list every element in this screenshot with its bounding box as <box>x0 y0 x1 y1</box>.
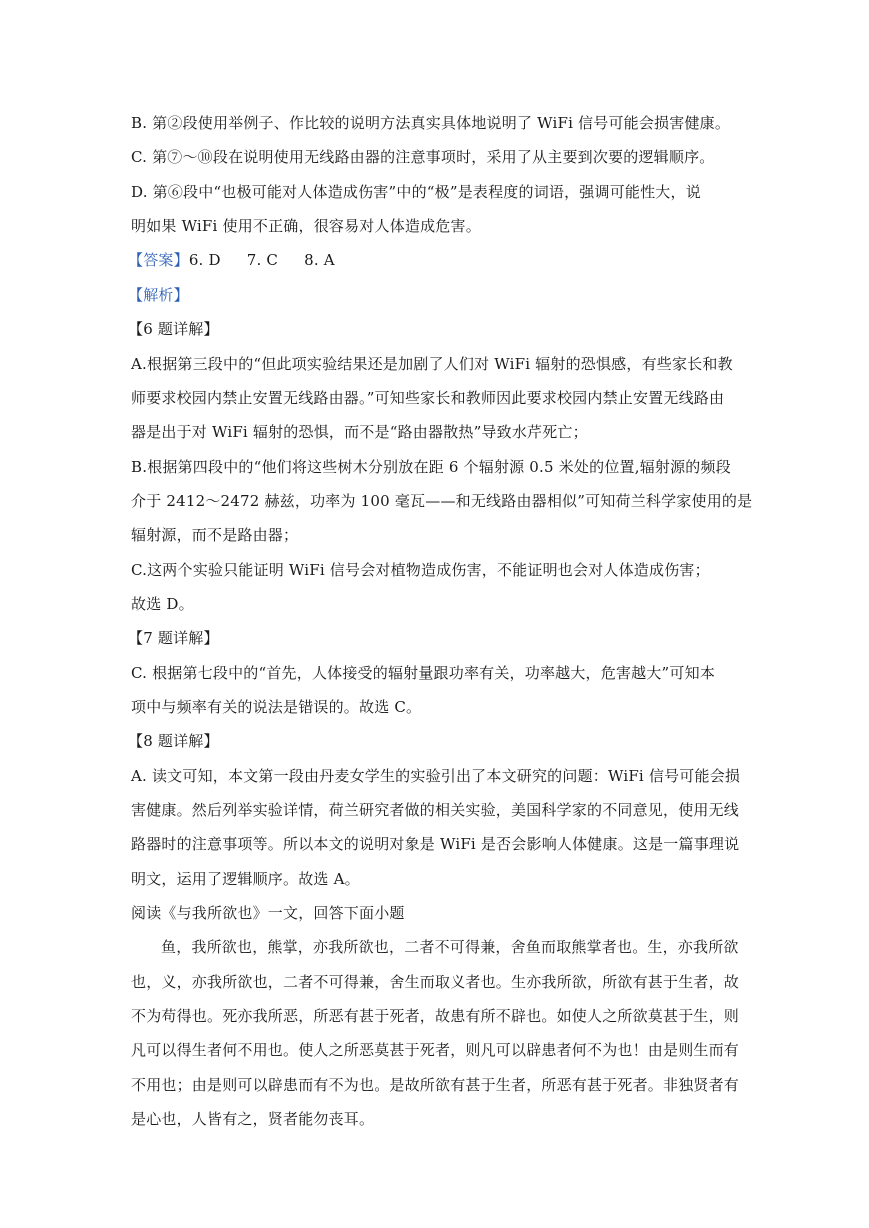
answer-6: 6. D <box>188 251 221 269</box>
reading-para-line-3: 不为苟得也。死亦我所恶，所恶有甚于死者，故患有所不辟也。如使人之所欲莫甚于生，则 <box>131 1007 740 1025</box>
reading-para-line-4: 凡可以得生者何不用也。使人之所恶莫甚于死者，则凡可以辟患者何不为也！由是则生而有 <box>131 1041 740 1059</box>
q6-label: 【6 题详解】 <box>128 320 219 338</box>
option-b: B. 第②段使用举例子、作比较的说明方法真实具体地说明了 WiFi 信号可能会损害健康。 <box>131 114 731 132</box>
q7-line-2: 项中与频率有关的说法是错误的。故选 C。 <box>131 698 422 716</box>
option-d-line-2: 明如果 WiFi 使用不正确，很容易对人体造成危害。 <box>131 217 481 235</box>
q6-line-1: A.根据第三段中的“但此项实验结果还是加剧了人们对 WiFi 辐射的恐惧感，有些家长和教 <box>131 355 733 373</box>
answer-8: 8. A <box>304 251 335 269</box>
q6-line-3: 器是出于对 WiFi 辐射的恐惧，而不是“路由器散热”导致水芹死亡； <box>131 423 588 441</box>
reading-para-line-1: 鱼，我所欲也，熊掌，亦我所欲也，二者不可得兼，舍鱼而取熊掌者也。生，亦我所欲 <box>161 938 739 956</box>
q6-line-5: 介于 2412～2472 赫兹，功率为 100 毫瓦——和无线路由器相似”可知荷兰科学家使用的是 <box>131 492 753 510</box>
q8-line-2: 害健康。然后列举实验详情，荷兰研究者做的相关实验，美国科学家的不同意见，使用无线 <box>131 801 740 819</box>
q6-line-4: B.根据第四段中的“他们将这些树木分别放在距 6 个辐射源 0.5 米处的位置,辐射源的频段 <box>131 458 731 476</box>
option-c: C. 第⑦～⑩段在说明使用无线路由器的注意事项时，采用了从主要到次要的逻辑顺序。 <box>131 148 715 166</box>
q8-line-3: 路器时的注意事项等。所以本文的说明对象是 WiFi 是否会影响人体健康。这是一篇事理说 <box>131 835 740 853</box>
option-d-line-1: D. 第⑥段中“也极可能对人体造成伤害”中的“极”是表程度的词语，强调可能性大，说 <box>131 183 701 201</box>
answer-7: 7. C <box>246 251 279 269</box>
q8-label: 【8 题详解】 <box>128 732 219 750</box>
reading-intro: 阅读《与我所欲也》一文，回答下面小题 <box>131 904 405 922</box>
q6-line-6: 辐射源，而不是路由器； <box>131 526 299 544</box>
reading-para-line-2: 也，义，亦我所欲也，二者不可得兼，舍生而取义者也。生亦我所欲，所欲有甚于生者，故 <box>131 973 740 991</box>
q7-line-1: C. 根据第七段中的“首先，人体接受的辐射量跟功率有关，功率越大，危害越大”可知本 <box>131 664 716 682</box>
q8-line-4: 明文，运用了逻辑顺序。故选 A。 <box>131 870 360 888</box>
answer-label: 【答案】 <box>128 251 189 269</box>
answer-line <box>128 250 748 270</box>
q6-line-2: 师要求校园内禁止安置无线路由器。”可知些家长和教师因此要求校园内禁止安置无线路由 <box>131 389 725 407</box>
q6-line-7: C.这两个实验只能证明 WiFi 信号会对植物造成伤害，不能证明也会对人体造成伤害； <box>131 561 710 579</box>
analysis-label: 【解析】 <box>128 286 189 304</box>
q7-label: 【7 题详解】 <box>128 629 219 647</box>
q8-line-1: A. 读文可知，本文第一段由丹麦女学生的实验引出了本文研究的问题：WiFi 信号可能会损 <box>131 767 741 785</box>
reading-para-line-5: 不用也；由是则可以辟患而有不为也。是故所欲有甚于生者，所恶有甚于死者。非独贤者有 <box>131 1076 740 1094</box>
q6-line-8: 故选 D。 <box>131 595 194 613</box>
reading-para-line-6: 是心也，人皆有之，贤者能勿丧耳。 <box>131 1110 375 1128</box>
